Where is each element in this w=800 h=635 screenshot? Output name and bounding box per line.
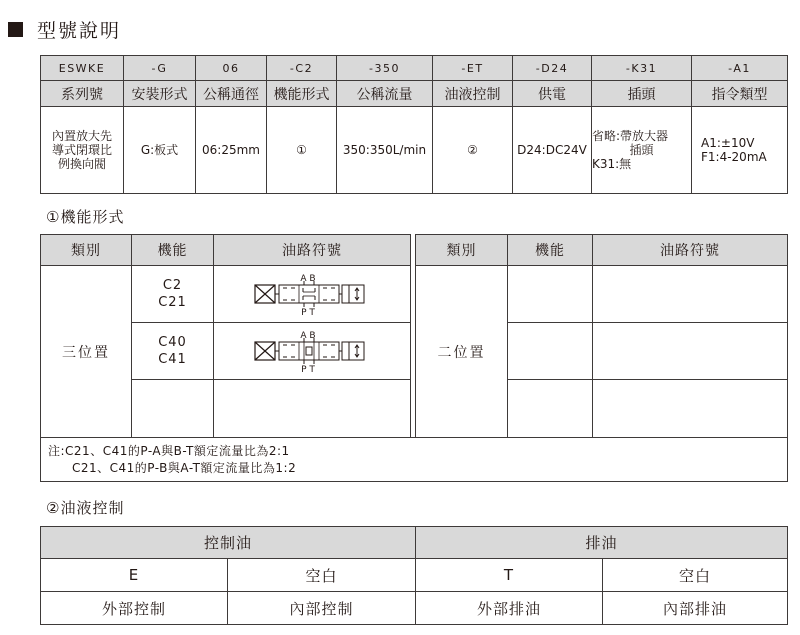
empty-cell	[593, 323, 788, 380]
fluid-code: E	[41, 559, 228, 592]
function-codes: C2 C21	[132, 266, 214, 323]
header-cell: 機能	[508, 235, 593, 266]
fluid-label: 外部控制	[41, 592, 228, 625]
header-cell: 控制油	[41, 527, 416, 559]
page-title	[8, 17, 121, 41]
plug-desc-line: K31:無	[592, 157, 632, 171]
valve-symbol-c40	[252, 328, 372, 374]
header-cell: 油路符號	[593, 235, 788, 266]
function-section-title: ①機能形式	[46, 208, 125, 226]
header-cell: 安裝形式	[124, 81, 196, 107]
pilot-right	[342, 342, 364, 360]
empty-cell	[508, 266, 593, 323]
empty-cell	[593, 266, 788, 323]
header-cell: 公稱流量	[337, 81, 433, 107]
bore-desc: 06:25mm	[196, 107, 267, 194]
mount-desc: G:板式	[124, 107, 196, 194]
command-desc-line: A1:±10V	[701, 136, 755, 150]
code-cell: -D24	[513, 56, 592, 81]
fluid-desc: ②	[433, 107, 513, 194]
model-code-row	[41, 56, 788, 81]
three-position-label: 三位置	[41, 266, 132, 438]
header-cell: 公稱通徑	[196, 81, 267, 107]
flow-desc: 350:350L/min	[337, 107, 433, 194]
code-cell: -350	[337, 56, 433, 81]
fluid-code: T	[416, 559, 603, 592]
empty-cell	[132, 380, 214, 438]
valve-body	[279, 342, 339, 360]
model-desc-row	[41, 107, 788, 194]
code-cell: 06	[196, 56, 267, 81]
header-cell: 供電	[513, 81, 592, 107]
series-desc: 內置放大先 導式閉環比 例換向閥	[41, 107, 124, 194]
circuit-symbol-cell	[214, 323, 411, 380]
code-cell: -G	[124, 56, 196, 81]
function-note-row	[41, 438, 788, 482]
command-desc	[692, 107, 788, 194]
power-desc: D24:DC24V	[513, 107, 592, 194]
header-cell: 類別	[41, 235, 132, 266]
command-desc-line: F1:4-20mA	[701, 150, 767, 164]
code-cell: ESWKE	[41, 56, 124, 81]
header-cell: 機能形式	[267, 81, 337, 107]
header-cell: 插頭	[592, 81, 692, 107]
port-label-top: A B	[300, 331, 316, 341]
fluid-label: 內部排油	[603, 592, 788, 625]
circuit-symbol-cell	[214, 266, 411, 323]
fluid-label: 外部排油	[416, 592, 603, 625]
port-label-bottom: P T	[301, 308, 315, 317]
code-cell: -C2	[267, 56, 337, 81]
empty-cell	[508, 380, 593, 438]
header-cell: 油液控制	[433, 81, 513, 107]
plug-desc-line: 省略:帶放大器	[592, 129, 669, 143]
empty-cell	[508, 323, 593, 380]
fluid-label: 內部控制	[228, 592, 416, 625]
function-row	[41, 266, 788, 323]
fluid-control-table	[40, 526, 788, 625]
port-label-top: A B	[300, 274, 316, 284]
port-label-bottom: P T	[301, 365, 315, 374]
title-square-icon	[8, 22, 23, 37]
header-cell: 排油	[416, 527, 788, 559]
fluid-code: 空白	[603, 559, 788, 592]
code-cell: -K31	[592, 56, 692, 81]
fluid-label-row	[41, 592, 788, 625]
header-cell: 機能	[132, 235, 214, 266]
fluid-code-row	[41, 559, 788, 592]
fluid-code: 空白	[228, 559, 416, 592]
fluid-header-row	[41, 527, 788, 559]
function-header-row	[41, 235, 788, 266]
plug-desc	[592, 107, 692, 194]
function-codes: C40 C41	[132, 323, 214, 380]
plug-desc-line: 插頭	[629, 143, 654, 157]
fluid-section-title: ②油液控制	[46, 499, 125, 517]
empty-cell	[593, 380, 788, 438]
header-cell: 系列號	[41, 81, 124, 107]
note-line: C21、C41的P-B與A-T額定流量比為1:2	[72, 460, 297, 475]
page-title-text: 型號說明	[37, 19, 122, 42]
valve-body	[279, 285, 339, 303]
header-cell: 類別	[416, 235, 508, 266]
valve-symbol-c2	[252, 271, 372, 317]
header-cell: 指令類型	[692, 81, 788, 107]
header-cell: 油路符號	[214, 235, 411, 266]
empty-cell	[214, 380, 411, 438]
note-line: 注:C21、C41的P-A與B-T額定流量比為2:1	[48, 443, 290, 458]
two-position-label: 二位置	[416, 266, 508, 438]
pilot-right	[342, 285, 364, 303]
code-cell: -ET	[433, 56, 513, 81]
function-desc: ①	[267, 107, 337, 194]
code-cell: -A1	[692, 56, 788, 81]
function-note	[41, 438, 788, 482]
function-table	[40, 234, 788, 482]
model-code-table	[40, 55, 788, 194]
model-header-row	[41, 81, 788, 107]
